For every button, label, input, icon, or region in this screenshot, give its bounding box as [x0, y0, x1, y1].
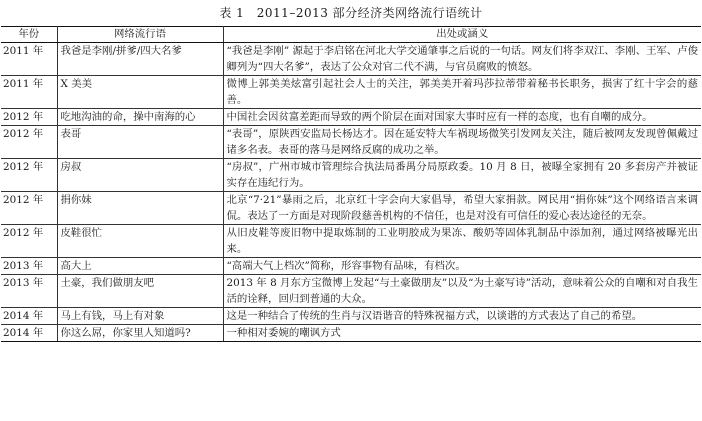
- meaning-cell: 北京“7·21”暴雨之后，北京红十字会向大家倡导，希望大家捐款。网民用“捐你妹”这个网络语言来调侃。表达了一方面是对现阶段慈善机构的不信任，也是对没有可信任的爱心表达途径的无奈。: [223, 192, 701, 225]
- table-row: [1, 43, 701, 76]
- meaning-cell: “我爸是李刚” 源起于李启铭在河北大学交通肇事之后说的一句话。网友们将李双江、李刚、王军、卢俊卿列为“四大名爹”，表达了公众对官二代不满，与官员腐败的愤怒。: [223, 43, 701, 76]
- year-cell: 2014 年: [1, 325, 57, 342]
- table-row: [1, 308, 701, 325]
- year-cell: 2013 年: [1, 258, 57, 275]
- year-cell: 2013 年: [1, 275, 57, 308]
- meaning-cell: 一种相对委婉的嘲讽方式: [223, 325, 701, 342]
- term-cell: 土豪，我们做朋友吧: [57, 275, 223, 308]
- table-row: [1, 109, 701, 126]
- meaning-cell: “表哥”，原陕西安监局长杨达才。因在延安特大车祸现场微笑引发网友关注，随后被网友发现曾佩戴过诸多名表。表哥的落马是网络反腐的成功之举。: [223, 126, 701, 159]
- meaning-cell: 微博上郭美美炫富引起社会人士的关注，郭美美开着玛莎拉蒂带着秘书长职务，损害了红十字会的慈善。: [223, 76, 701, 109]
- table-row: [1, 76, 701, 109]
- table-row: [1, 159, 701, 192]
- table-caption: 表 1 2011–2013 部分经济类网络流行语统计: [219, 6, 483, 20]
- table-row: [1, 275, 701, 308]
- year-cell: 2012 年: [1, 126, 57, 159]
- meaning-cell: 中国社会因贫富差距而导致的两个阶层在面对国家大事时应有一样的态度，也有自嘲的成分。: [223, 109, 701, 126]
- term-cell: 高大上: [57, 258, 223, 275]
- term-cell: 我爸是李刚/拼爹/四大名爹: [57, 43, 223, 76]
- header-meaning: 出处或涵义: [223, 27, 701, 43]
- year-cell: 2011 年: [1, 76, 57, 109]
- year-cell: 2014 年: [1, 308, 57, 325]
- table-row: [1, 192, 701, 225]
- term-cell: 皮鞋很忙: [57, 225, 223, 258]
- table-row: [1, 225, 701, 258]
- header-term: 网络流行语: [57, 27, 223, 43]
- term-cell: 捐你妹: [57, 192, 223, 225]
- meaning-cell: “房叔”，广州市城市管理综合执法局番禺分局原政委。10 月 8 日，被曝全家拥有 20 多套房产并被证实存在违纪行为。: [223, 159, 701, 192]
- meaning-cell: 2013 年 8 月东方宝微博上发起“与土豪做朋友”以及“为土豪写诗”活动，意味着公众的自嘲和对自我生活的诠释，回归到普通的大众。: [223, 275, 701, 308]
- term-cell: X 美美: [57, 76, 223, 109]
- term-cell: 马上有钱，马上有对象: [57, 308, 223, 325]
- year-cell: 2011 年: [1, 43, 57, 76]
- year-cell: 2012 年: [1, 109, 57, 126]
- table-row: [1, 325, 701, 342]
- meaning-cell: 这是一种结合了传统的生肖与汉语谐音的特殊祝福方式，以谈谐的方式表达了自己的希望。: [223, 308, 701, 325]
- year-cell: 2012 年: [1, 225, 57, 258]
- term-cell: 你这么屌，你家里人知道吗?: [57, 325, 223, 342]
- table-row: [1, 126, 701, 159]
- table-row: [1, 258, 701, 275]
- header-year: 年份: [1, 27, 57, 43]
- term-cell: 表哥: [57, 126, 223, 159]
- meaning-cell: 从旧皮鞋等废旧物中提取炼制的工业明胶成为果冻、酸奶等固体乳制品中添加剂，通过网络被曝光出来。: [223, 225, 701, 258]
- term-cell: 吃地沟油的命，操中南海的心: [57, 109, 223, 126]
- year-cell: 2012 年: [1, 159, 57, 192]
- buzzword-table: [1, 26, 701, 342]
- meaning-cell: “高端大气上档次”简称，形容事物有品味，有档次。: [223, 258, 701, 275]
- table-header-row: [1, 27, 701, 43]
- term-cell: 房叔: [57, 159, 223, 192]
- year-cell: 2012 年: [1, 192, 57, 225]
